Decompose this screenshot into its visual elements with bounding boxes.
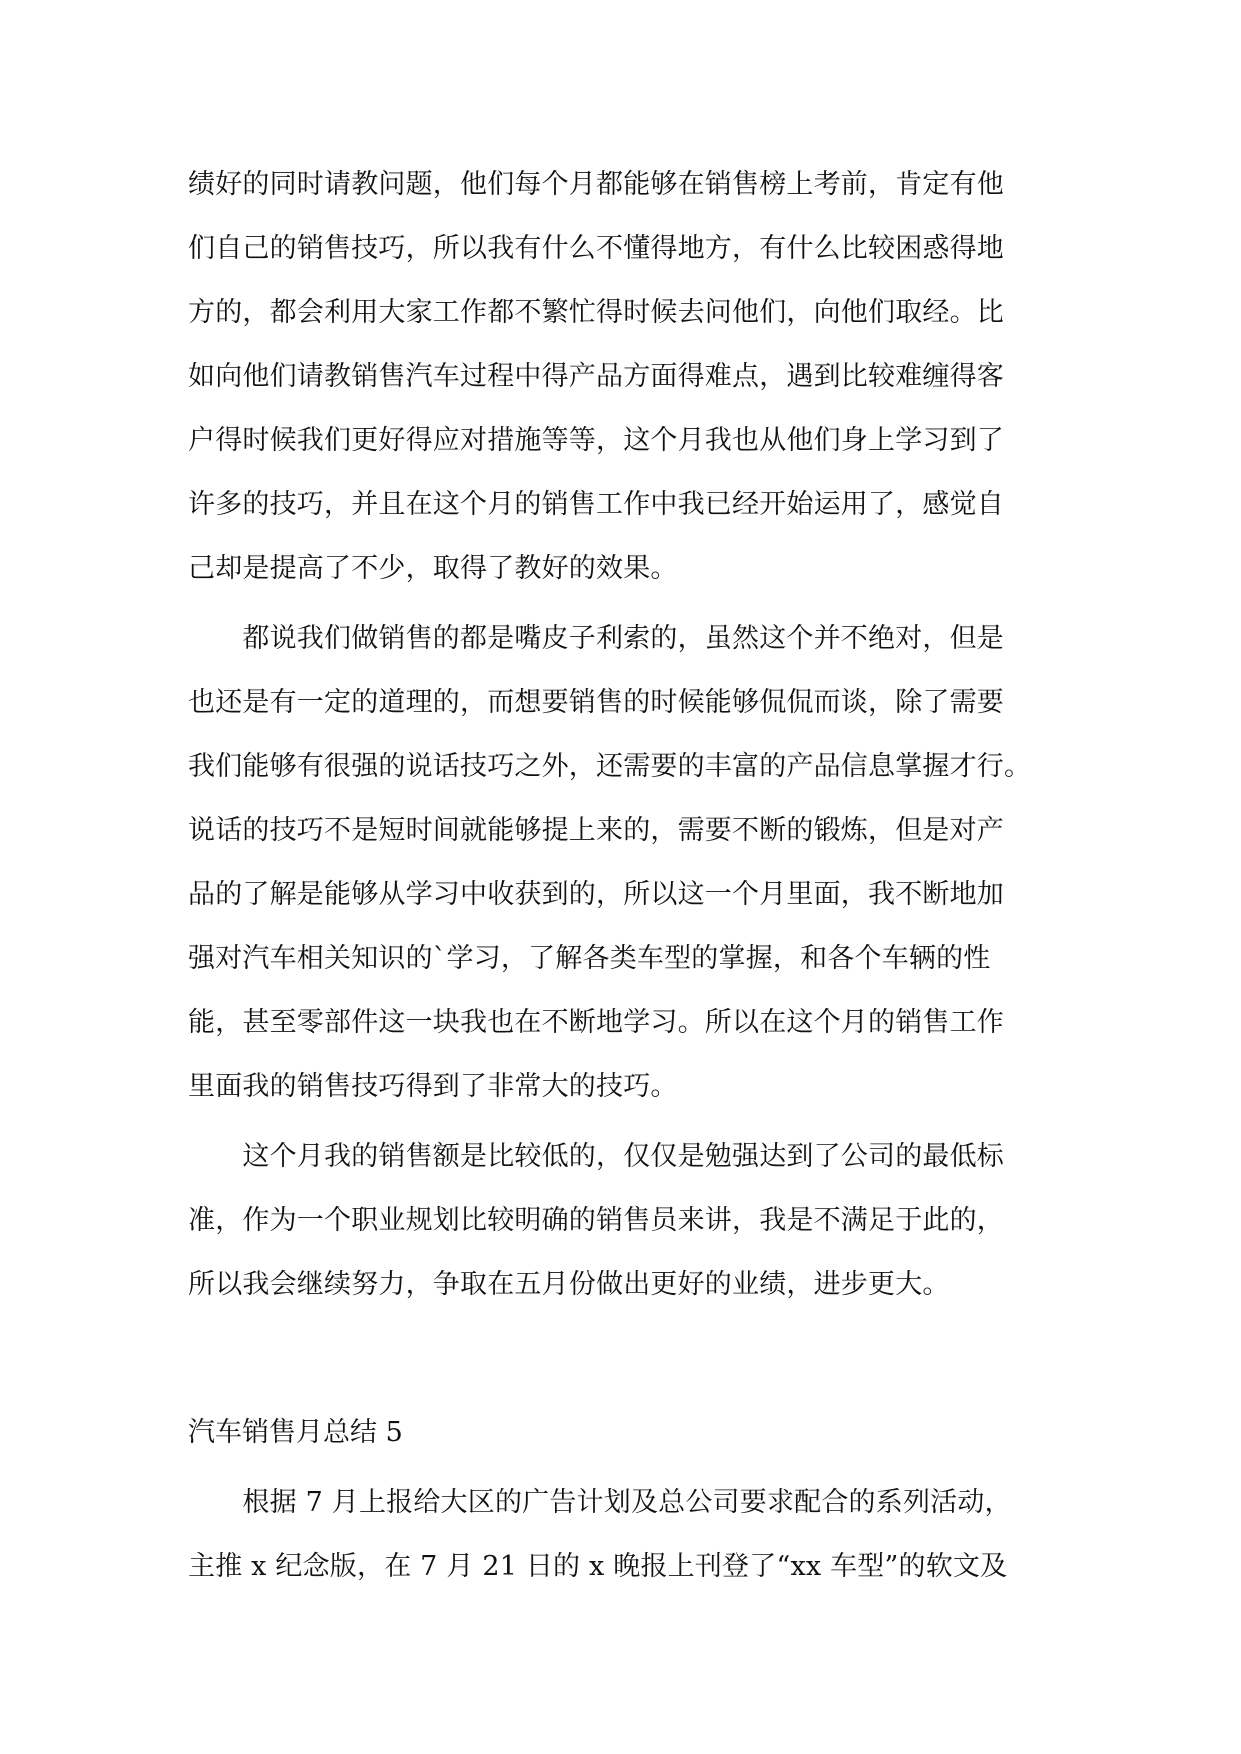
- paragraph-1-line-2: 们自己的销售技巧，所以我有什么不懂得地方，有什么比较困惑得地: [188, 233, 1004, 264]
- section-heading: 汽车销售月总结 5: [188, 1417, 403, 1448]
- paragraph-2-line-8: 里面我的销售技巧得到了非常大的技巧。: [188, 1071, 678, 1102]
- paragraph-2-line-4: 说话的技巧不是短时间就能够提上来的，需要不断的锻炼，但是对产: [188, 815, 1004, 846]
- paragraph-2-line-6: 强对汽车相关知识的`学习，了解各类车型的掌握，和各个车辆的性: [188, 943, 991, 974]
- paragraph-1-line-1: 绩好的同时请教问题，他们每个月都能够在销售榜上考前，肯定有他: [188, 169, 1004, 200]
- paragraph-4-line-1: 根据 7 月上报给大区的广告计划及总公司要求配合的系列活动，: [188, 1487, 1012, 1518]
- paragraph-1-line-4: 如向他们请教销售汽车过程中得产品方面得难点，遇到比较难缠得客: [188, 361, 1004, 392]
- paragraph-2-line-7: 能，甚至零部件这一块我也在不断地学习。所以在这个月的销售工作: [188, 1007, 1004, 1038]
- paragraph-3-line-2: 准，作为一个职业规划比较明确的销售员来讲，我是不满足于此的，: [188, 1205, 1004, 1236]
- paragraph-3-line-3: 所以我会继续努力，争取在五月份做出更好的业绩，进步更大。: [188, 1269, 950, 1300]
- paragraph-2-line-2: 也还是有一定的道理的，而想要销售的时候能够侃侃而谈，除了需要: [188, 687, 1004, 718]
- paragraph-1-line-7: 己却是提高了不少，取得了教好的效果。: [188, 553, 678, 584]
- paragraph-2-line-1: 都说我们做销售的都是嘴皮子利索的，虽然这个并不绝对，但是: [188, 623, 1004, 654]
- paragraph-2-line-3: 我们能够有很强的说话技巧之外，还需要的丰富的产品信息掌握才行。: [188, 751, 1032, 782]
- paragraph-2-line-5: 品的了解是能够从学习中收获到的，所以这一个月里面，我不断地加: [188, 879, 1004, 910]
- paragraph-3-line-1: 这个月我的销售额是比较低的，仅仅是勉强达到了公司的最低标: [188, 1141, 1004, 1172]
- paragraph-4-line-2: 主推 x 纪念版，在 7 月 21 日的 x 晚报上刊登了“xx 车型”的软文及: [188, 1551, 1008, 1582]
- paragraph-1-line-3: 方的，都会利用大家工作都不繁忙得时候去问他们，向他们取经。比: [188, 297, 1004, 328]
- paragraph-1-line-6: 许多的技巧，并且在这个月的销售工作中我已经开始运用了，感觉自: [188, 489, 1004, 520]
- paragraph-1-line-5: 户得时候我们更好得应对措施等等，这个月我也从他们身上学习到了: [188, 425, 1004, 456]
